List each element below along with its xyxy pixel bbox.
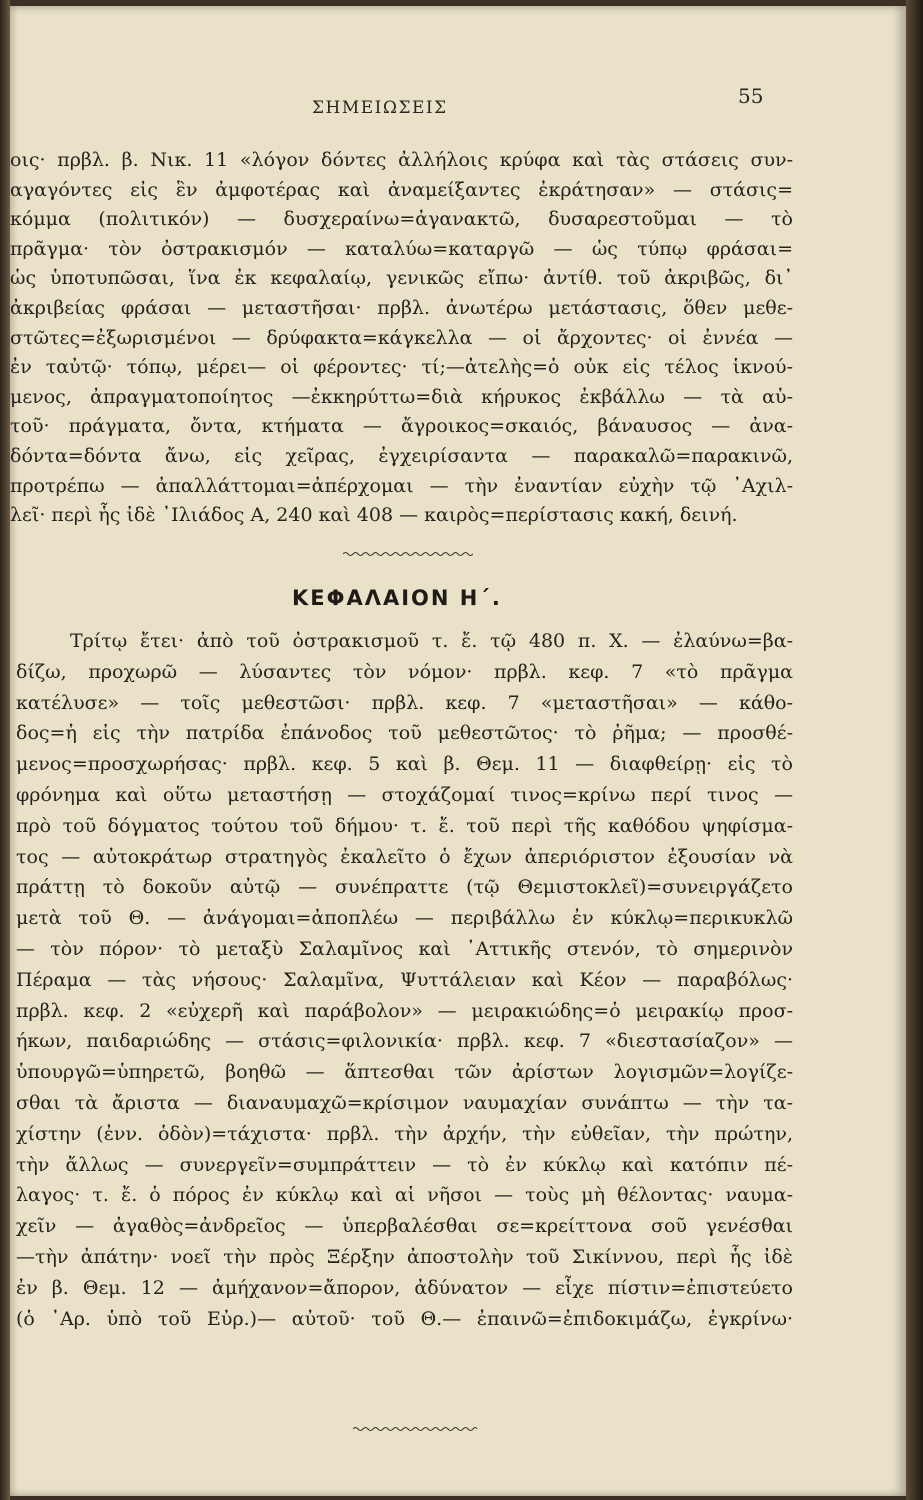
text-line: τος — αὐτοκράτωρ στρατηγὸς ἐκαλεῖτο ὁ ἔχων ἀπεριόριστον ἐξουσίαν νὰ xyxy=(16,845,793,868)
text-line: τοῦ· πράγματα, ὄντα, κτήματα — ἄγροικος=σκαιός, βάναυσος — ἀνα- xyxy=(10,415,793,438)
text-line: μετὰ τοῦ Θ. — ἀνάγομαι=ἀποπλέω — περιβάλλω ἐν κύκλῳ=περικυκλῶ xyxy=(16,907,793,930)
wavy-separator xyxy=(353,1426,477,1432)
text-line: αγαγόντες εἰς ἓν ἀμφοτέρας καὶ ἀναμείξαντες ἐκράτησαν» — στάσις= xyxy=(10,178,793,201)
text-line: πρβλ. κεφ. 2 «εὐχερῆ καὶ παράβολον» — μειρακιώδης=ὁ μειρακίῳ προσ- xyxy=(16,999,793,1022)
text-line: ήκων, παιδαριώδης — στάσις=φιλονικία· πρβλ. κεφ. 7 «διεστασίαζον» — xyxy=(16,1030,793,1053)
text-line: προτρέπω — ἀπαλλάττομαι=ἀπέρχομαι — τὴν ἐναντίαν εὐχὴν τῷ ᾽Αχιλ- xyxy=(10,474,793,497)
notes-paragraph-chapter-8 xyxy=(16,626,793,1334)
text-line: χίστην (ἐνν. ὁδὸν)=τάχιστα· πρβλ. τὴν ἀρχήν, τὴν εὐθεῖαν, τὴν πρώτην, xyxy=(16,1122,793,1145)
text-line: κατέλυσε» — τοῖς μεθεστῶσι· πρβλ. κεφ. 7 «μεταστῆσαι» — κάθο- xyxy=(16,691,793,714)
text-line: λεῖ· περὶ ἧς ἰδὲ ᾽Ιλιάδος Α, 240 καὶ 408 — καιρὸς=περίστασις κακή, δεινή. xyxy=(10,504,738,527)
text-line: Πέραμα — τὰς νήσους· Σαλαμῖνα, Ψυττάλειαν καὶ Κέον — παραβόλως· xyxy=(16,968,793,991)
text-line: ἐν β. Θεμ. 12 — ἀμήχανον=ἄπορον, ἀδύνατον — εἶχε πίστιν=ἐπιστεύετο xyxy=(16,1276,793,1299)
page-header xyxy=(10,84,906,124)
text-line: λαγος· τ. ἔ. ὁ πόρος ἐν κύκλῳ καὶ αἱ νῆσοι — τοὺς μὴ θέλοντας· ναυμα- xyxy=(16,1184,793,1207)
text-line: πρᾶγμα· τὸν ὀστρακισμόν — καταλύω=καταργῶ — ὡς τύπῳ φράσαι= xyxy=(10,237,793,260)
running-head: ΣΗΜΕΙΩΣΕΙΣ xyxy=(312,98,448,118)
text-line: — τὸν πόρον· τὸ μεταξὺ Σαλαμῖνος καὶ ᾽Αττικῆς στενόν, τὸ σημερινὸν xyxy=(16,937,793,960)
text-line: φρόνημα καὶ οὕτω μεταστήσῃ — στοχάζομαί τινος=κρίνω περί τινος — xyxy=(16,783,793,806)
text-line: ὑπουργῶ=ὑπηρετῶ, βοηθῶ — ἅπτεσθαι τῶν ἀρίστων λογισμῶν=λογίζε- xyxy=(16,1061,793,1084)
text-line: —τὴν ἀπάτην· νοεῖ τὴν πρὸς Ξέρξην ἀποστολὴν τοῦ Σικίννου, περὶ ἧς ἰδὲ xyxy=(16,1245,793,1268)
text-line: ἀκριβείας φράσαι — μεταστῆσαι· πρβλ. ἀνωτέρω μετάστασις, ὅθεν μεθε- xyxy=(10,296,793,319)
book-binding-shadow xyxy=(0,0,10,1500)
text-line: μενος=προσχωρήσας· πρβλ. κεφ. 5 καὶ β. Θεμ. 11 — διαφθείρῃ· εἰς τὸ xyxy=(16,753,793,776)
text-line: στῶτες=ἐξωρισμένοι — δρύφακτα=κάγκελλα — οἱ ἄρχοντες· οἱ ἐννέα — xyxy=(10,326,793,349)
text-line: πρὸ τοῦ δόγματος τούτου τοῦ δήμου· τ. ἔ. τοῦ περὶ τῆς καθόδου ψηφίσμα- xyxy=(16,814,793,837)
text-line: πράττῃ τὸ δοκοῦν αὐτῷ — συνέπραττε (τῷ Θεμιστοκλεῖ)=συνειργάζετο xyxy=(16,876,793,899)
wavy-separator xyxy=(343,551,473,557)
text-line: δος=ἡ εἰς τὴν πατρίδα ἐπάνοδος τοῦ μεθεστῶτος· τὸ ῥῆμα; — προσθέ- xyxy=(16,722,793,745)
text-line: μενος, ἀπραγματοποίητος —ἐκκηρύττω=διὰ κήρυκος ἐκβάλλω — τὰ αὑ- xyxy=(10,385,793,408)
text-line: σθαι τὰ ἄριστα — διαναυμαχῶ=κρίσιμον ναυμαχίαν συνάπτω — τὴν τα- xyxy=(16,1091,793,1114)
text-line: τὴν ἄλλως — συνεργεῖν=συμπράττειν — τὸ ἐν κύκλῳ καὶ κατόπιν πέ- xyxy=(16,1153,793,1176)
text-line: κόμμα (πολιτικόν) — δυσχεραίνω=ἀγανακτῶ, δυσαρεστοῦμαι — τὸ xyxy=(10,208,793,231)
page-number: 55 xyxy=(738,84,764,108)
text-line: οις· πρβλ. β. Νικ. 11 «λόγον δόντες ἀλλήλοις κρύφα καὶ τὰς στάσεις συν- xyxy=(10,149,793,171)
chapter-heading: ΚΕΦΑΛΑΙΟΝ Η´. xyxy=(292,586,502,610)
notes-paragraph-continued xyxy=(10,146,793,531)
text-line: δόντα=δόντα ἄνω, εἰς χεῖρας, ἐγχειρίσαντα — παρακαλῶ=παρακινῶ, xyxy=(10,444,793,467)
text-line: χεῖν — ἀγαθὸς=ἀνδρεῖος — ὑπερβαλέσθαι σε=κρείττονα σοῦ γενέσθαι xyxy=(16,1215,793,1238)
text-line: (ὁ ᾽Αρ. ὑπὸ τοῦ Εὐρ.)— αὐτοῦ· τοῦ Θ.— ἐπαινῶ=ἐπιδοκιμάζω, ἐγκρίνω· xyxy=(16,1307,793,1330)
text-line: ὡς ὑποτυπῶσαι, ἵνα ἐκ κεφαλαίῳ, γενικῶς εἴπω· ἀντίθ. τοῦ ἀκριβῶς, δι᾽ xyxy=(10,267,793,290)
text-line: ἐν ταὐτῷ· τόπῳ, μέρει— οἱ φέροντες· τί;—ἀτελὴς=ὁ οὐκ εἰς τέλος ἱκνού- xyxy=(10,356,793,379)
text-line: Τρίτῳ ἔτει· ἀπὸ τοῦ ὀστρακισμοῦ τ. ἔ. τῷ 480 π. Χ. — ἐλαύνω=βα- xyxy=(70,630,793,652)
text-line: δίζω, προχωρῶ — λύσαντες τὸν νόμον· πρβλ. κεφ. 7 «τὸ πρᾶγμα xyxy=(16,660,793,683)
book-page xyxy=(10,6,906,1496)
page-edge-shadow xyxy=(906,0,923,1500)
